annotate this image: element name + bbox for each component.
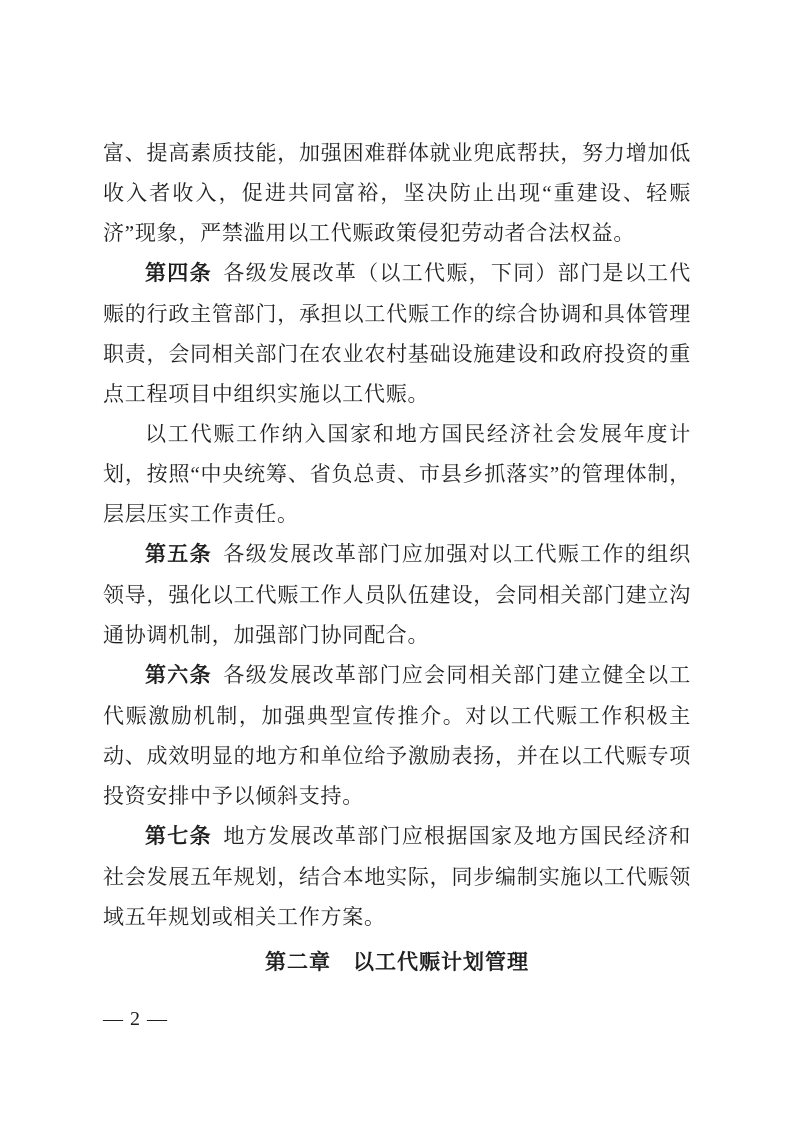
paragraph-annual-plan: 以工代赈工作纳入国家和地方国民经济社会发展年度计划，按照“中央统筹、省负总责、市县乡抓落实”的管理体制，层层压实工作责任。 — [103, 422, 691, 526]
document-body — [103, 133, 691, 983]
paragraph-article-4 — [103, 253, 691, 414]
article-6-text: 各级发展改革部门应会同相关部门建立健全以工代赈激励机制，加强典型宣传推介。对以工代赈工作积极主动、成效明显的地方和单位给予激励表扬，并在以工代赈专项投资安排中予以倾斜支持。 — [103, 663, 691, 808]
paragraph-continuation: 富、提高素质技能，加强困难群体就业兜底帮扶，努力增加低收入者收入，促进共同富裕，坚决防止出现“重建设、轻赈济”现象，严禁滥用以工代赈政策侵犯劳动者合法权益。 — [103, 141, 691, 245]
article-6-label: 第六条 — [145, 664, 212, 687]
article-7-text: 地方发展改革部门应根据国家及地方国民经济和社会发展五年规划，结合本地实际，同步编制实施以工代赈领域五年规划或相关工作方案。 — [103, 824, 691, 929]
page-number: — 2 — — [103, 1008, 168, 1030]
paragraph-article-6 — [103, 655, 691, 816]
article-4-text: 各级发展改革（以工代赈，下同）部门是以工代赈的行政主管部门，承担以工代赈工作的综合协调和具体管理职责，会同相关部门在农业农村基础设施建设和政府投资的重点工程项目中组织实施以工代赈。 — [103, 261, 691, 406]
article-5-label: 第五条 — [145, 543, 212, 566]
chapter-heading: 第二章 以工代赈计划管理 — [265, 951, 529, 974]
paragraph-article-5 — [103, 534, 691, 655]
article-7-label: 第七条 — [145, 825, 212, 848]
article-5-text: 各级发展改革部门应加强对以工代赈工作的组织领导，强化以工代赈工作人员队伍建设，会同相关部门建立沟通协调机制，加强部门协同配合。 — [103, 542, 691, 647]
article-4-label: 第四条 — [145, 262, 212, 285]
paragraph-article-7 — [103, 816, 691, 937]
